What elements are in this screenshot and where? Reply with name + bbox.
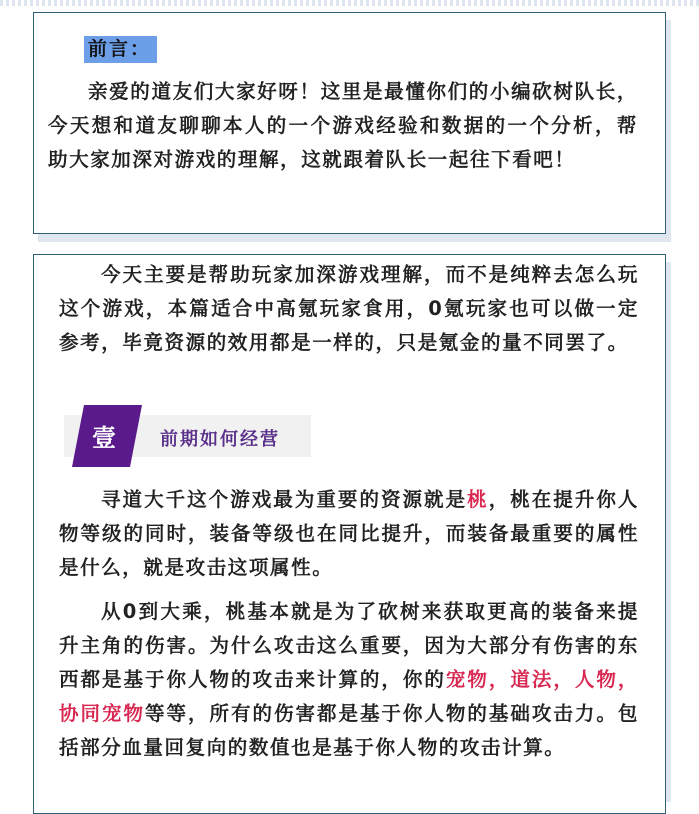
highlight-keyword: 桃 [467,488,489,511]
intro-paragraph: 今天主要是帮助玩家加深游戏理解，而不是纯粹去怎么玩这个游戏，本篇适合中高氪玩家食用，0氪玩家也可以做一定参考，毕竟资源的效用都是一样的，只是氪金的量不同罢了。 [59,263,639,354]
paragraph-text: 等等，所有的伤害都是基于你人物的基础攻击力。包括部分血量回复向的数值也是基于你人物的攻击计算。 [59,702,639,759]
preface-paragraph: 亲爱的道友们大家好呀！这里是最懂你们的小编砍树队长，今天想和道友聊聊本人的一个游戏经验和数据的一个分析，帮助大家加深对游戏的理解，这就跟着队长一起往下看吧！ [48,80,638,171]
preface-title: 前言： [88,38,152,60]
section-paragraph-1 [59,483,639,585]
paragraph-text: 寻道大千这个游戏最为重要的资源就是 [101,488,468,511]
paragraph-text: ，桃在提升你人物等级的同时，装备等级也在同比提升，而装备最重要的属性是什么，就是攻击这项属性。 [59,488,640,579]
highlight-keywords: 宠物，道法，人物，协同宠物 [59,668,639,725]
paragraph-text: 从0到大乘，桃基本就是为了砍树来获取更高的装备来提升主角的伤害。为什么攻击这么重要，因为大部分有伤害的东西都是基于你人物的攻击来计算的，你的 [59,600,639,691]
top-decoration-strip [0,0,699,6]
section-number: 壹 [92,424,116,452]
section-paragraph-2 [59,595,639,765]
section-title: 前期如何经营 [160,429,280,450]
